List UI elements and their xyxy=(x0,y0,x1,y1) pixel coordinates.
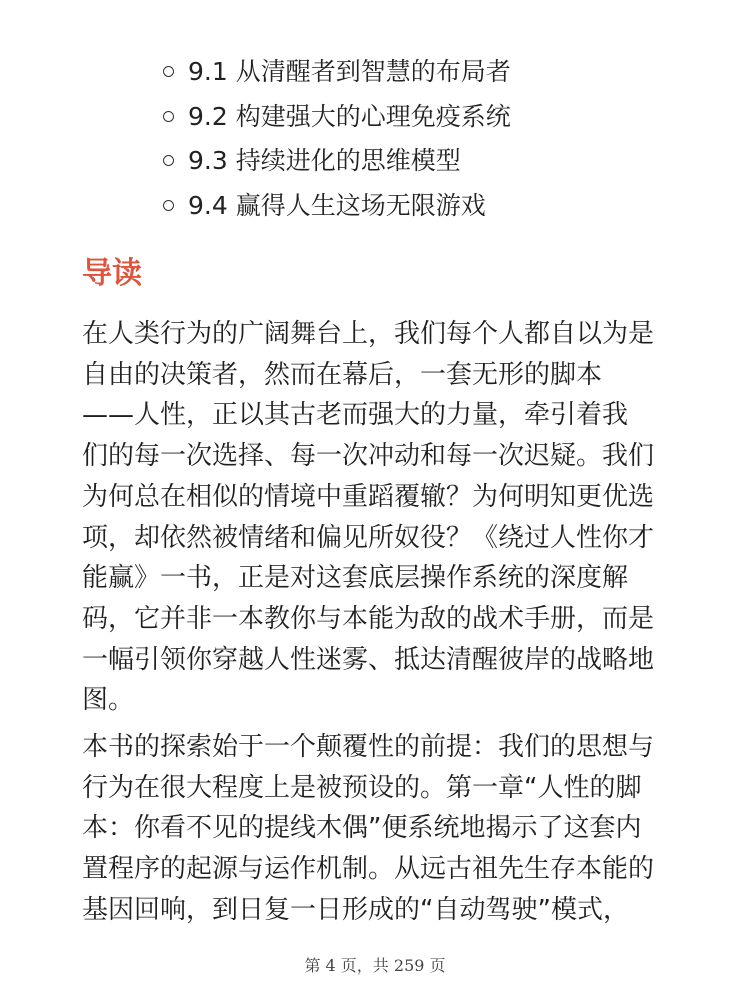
toc-item[interactable] xyxy=(163,184,511,229)
paragraph-line: 项，却依然被情绪和偏见所奴役？《绕过人性你才 xyxy=(82,522,655,553)
paragraph-line: 图。 xyxy=(82,685,135,716)
paragraph-line: 本书的探索始于一个颠覆性的前提：我们的思想与 xyxy=(82,732,655,762)
paragraph-line: 置程序的起源与运作机制。从远古祖先生存本能的 xyxy=(82,854,655,885)
toc-item-label: 9.3 持续进化的思维模型 xyxy=(188,146,461,176)
body-paragraph xyxy=(82,314,672,721)
paragraph-line: 行为在很大程度上是被预设的。第一章“人性的脚 xyxy=(82,772,642,803)
paragraph-line: 在人类行为的广阔舞台上，我们每个人都自以为是 xyxy=(82,319,655,349)
page-number-footer: 第 4 页，共 259 页 xyxy=(304,956,446,975)
toc-item-label: 9.2 构建强大的心理免疫系统 xyxy=(188,101,511,131)
table-of-contents xyxy=(163,50,511,228)
paragraph-line: 基因回响，到日复一日形成的“自动驾驶”模式， xyxy=(82,894,629,925)
paragraph-line: 们的每一次选择、每一次冲动和每一次迟疑。我们 xyxy=(82,441,655,472)
paragraph-line: 为何总在相似的情境中重蹈覆辙？为何明知更优选 xyxy=(82,481,655,512)
paragraph-line: 一幅引领你穿越人性迷雾、抵达清醒彼岸的战略地 xyxy=(82,644,655,675)
paragraph-line: 本：你看不见的提线木偶”便系统地揭示了这套内 xyxy=(82,813,642,844)
toc-item[interactable] xyxy=(163,95,511,140)
paragraph-line: ——人性，正以其古老而强大的力量，牵引着我 xyxy=(82,400,629,431)
section-heading: 导读 xyxy=(82,256,142,291)
hollow-circle-bullet-icon xyxy=(163,111,174,122)
paragraph-line: 自由的决策者，然而在幕后，一套无形的脚本 xyxy=(82,359,603,390)
toc-item[interactable] xyxy=(163,139,511,184)
hollow-circle-bullet-icon xyxy=(163,200,174,211)
hollow-circle-bullet-icon xyxy=(163,155,174,166)
toc-item-label: 9.1 从清醒者到智慧的布局者 xyxy=(188,57,511,86)
toc-item[interactable] xyxy=(163,50,511,95)
hollow-circle-bullet-icon xyxy=(163,66,174,77)
body-paragraph xyxy=(82,727,672,931)
paragraph-line: 码，它并非一本教你与本能为敌的战术手册，而是 xyxy=(82,603,655,634)
paragraph-line: 能赢》一书，正是对这套底层操作系统的深度解 xyxy=(82,563,629,594)
toc-item-label: 9.4 赢得人生这场无限游戏 xyxy=(188,190,486,220)
